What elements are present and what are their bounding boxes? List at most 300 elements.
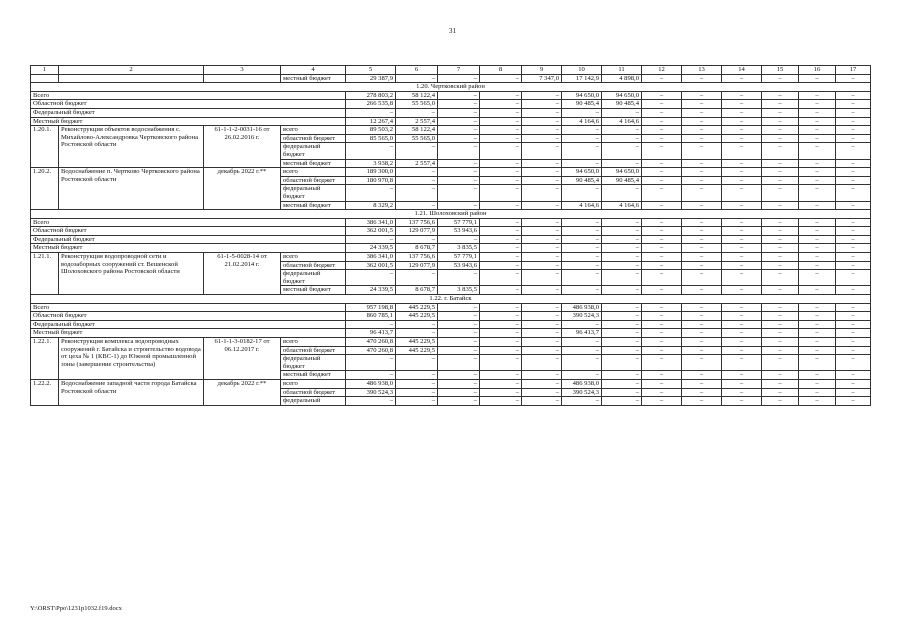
budget-type-cell: областной бюджет: [281, 176, 346, 185]
value-cell: –: [480, 108, 522, 117]
value-cell: –: [562, 235, 602, 244]
value-cell: –: [799, 218, 836, 227]
value-cell: –: [762, 235, 799, 244]
value-cell: –: [396, 235, 438, 244]
value-cell: –: [762, 168, 799, 177]
value-cell: –: [682, 253, 722, 262]
value-cell: –: [602, 253, 642, 262]
value-cell: 137 756,6: [396, 253, 438, 262]
value-cell: 4 164,6: [562, 117, 602, 126]
value-cell: –: [562, 143, 602, 159]
value-cell: 189 300,0: [346, 168, 396, 177]
value-cell: –: [480, 338, 522, 347]
value-cell: 486 938,0: [562, 379, 602, 388]
value-cell: –: [836, 134, 871, 143]
value-cell: –: [522, 201, 562, 210]
total-label: Местный бюджет: [31, 329, 346, 338]
value-cell: –: [480, 91, 522, 100]
value-cell: –: [522, 346, 562, 355]
project-name: Реконструкция комплекса водопроводных сооружений г. Батайска и строительство водовода от цеха № 1 (КВС-1) до Южной промышленной зоны (завершение строительства): [59, 338, 204, 380]
total-label: Всего: [31, 91, 346, 100]
value-cell: –: [722, 253, 762, 262]
value-cell: –: [722, 176, 762, 185]
project-name: Водоснабжение западной части города Батайска Ростовской области: [59, 379, 204, 405]
value-cell: –: [562, 338, 602, 347]
value-cell: –: [642, 312, 682, 321]
value-cell: –: [562, 159, 602, 168]
value-cell: –: [522, 320, 562, 329]
value-cell: 53 943,6: [438, 261, 480, 270]
project-name: Реконструкция водопроводной сети и водозаборных сооружений ст. Вешенской Шолоховского района Ростовской области: [59, 253, 204, 295]
value-cell: –: [522, 134, 562, 143]
value-cell: –: [836, 74, 871, 83]
value-cell: –: [562, 134, 602, 143]
value-cell: –: [722, 270, 762, 286]
column-header: 3: [204, 66, 281, 75]
value-cell: –: [642, 346, 682, 355]
value-cell: –: [762, 74, 799, 83]
project-number: 1.20.2.: [31, 168, 59, 210]
value-cell: –: [722, 303, 762, 312]
project-document: 61-1-5-0028-14 от 21.02.2014 г.: [204, 253, 281, 295]
value-cell: –: [438, 143, 480, 159]
value-cell: –: [799, 126, 836, 135]
value-cell: –: [522, 355, 562, 371]
value-cell: 96 413,7: [562, 329, 602, 338]
total-row: [31, 303, 871, 312]
value-cell: –: [438, 74, 480, 83]
value-cell: –: [438, 185, 480, 201]
column-header: 7: [438, 66, 480, 75]
value-cell: –: [438, 346, 480, 355]
value-cell: 8 329,2: [346, 201, 396, 210]
value-cell: –: [799, 388, 836, 397]
value-cell: –: [480, 253, 522, 262]
value-cell: –: [836, 320, 871, 329]
budget-type-cell: федеральный: [281, 397, 346, 406]
value-cell: 137 756,6: [396, 218, 438, 227]
value-cell: –: [722, 244, 762, 253]
value-cell: –: [836, 261, 871, 270]
value-cell: –: [762, 388, 799, 397]
value-cell: –: [682, 100, 722, 109]
header-row: [31, 66, 871, 75]
value-cell: –: [522, 218, 562, 227]
value-cell: –: [602, 286, 642, 295]
value-cell: –: [642, 338, 682, 347]
value-cell: 129 077,9: [396, 261, 438, 270]
value-cell: –: [722, 218, 762, 227]
value-cell: –: [602, 227, 642, 236]
total-row: [31, 320, 871, 329]
value-cell: –: [438, 379, 480, 388]
value-cell: –: [480, 379, 522, 388]
value-cell: 3 938,2: [346, 159, 396, 168]
total-label: Областной бюджет: [31, 312, 346, 321]
value-cell: –: [799, 134, 836, 143]
value-cell: –: [836, 168, 871, 177]
value-cell: –: [346, 270, 396, 286]
value-cell: –: [438, 168, 480, 177]
total-label: Местный бюджет: [31, 244, 346, 253]
value-cell: –: [722, 168, 762, 177]
value-cell: –: [602, 261, 642, 270]
value-cell: –: [438, 320, 480, 329]
value-cell: 8 678,7: [396, 244, 438, 253]
value-cell: –: [682, 371, 722, 380]
value-cell: –: [438, 235, 480, 244]
value-cell: –: [722, 261, 762, 270]
value-cell: –: [762, 270, 799, 286]
value-cell: 58 122,4: [396, 91, 438, 100]
value-cell: –: [522, 261, 562, 270]
section-header-row: [31, 210, 871, 219]
value-cell: –: [722, 143, 762, 159]
value-cell: –: [836, 286, 871, 295]
value-cell: –: [642, 235, 682, 244]
value-cell: –: [642, 117, 682, 126]
value-cell: –: [799, 91, 836, 100]
column-header: 11: [602, 66, 642, 75]
value-cell: –: [602, 303, 642, 312]
value-cell: –: [762, 303, 799, 312]
budget-type-cell: местный бюджет: [281, 286, 346, 295]
value-cell: –: [642, 355, 682, 371]
value-cell: –: [762, 227, 799, 236]
column-header: 9: [522, 66, 562, 75]
value-cell: –: [642, 303, 682, 312]
value-cell: –: [836, 303, 871, 312]
value-cell: –: [722, 338, 762, 347]
budget-type-cell: областной бюджет: [281, 346, 346, 355]
value-cell: 17 142,9: [562, 74, 602, 83]
total-row: [31, 91, 871, 100]
project-row: [31, 253, 871, 262]
budget-type-cell: местный бюджет: [281, 159, 346, 168]
value-cell: –: [642, 244, 682, 253]
value-cell: –: [438, 303, 480, 312]
value-cell: –: [346, 371, 396, 380]
value-cell: –: [522, 303, 562, 312]
value-cell: –: [438, 201, 480, 210]
column-header: 14: [722, 66, 762, 75]
value-cell: –: [602, 134, 642, 143]
value-cell: –: [762, 329, 799, 338]
value-cell: –: [799, 244, 836, 253]
value-cell: 90 485,4: [602, 100, 642, 109]
value-cell: –: [682, 143, 722, 159]
value-cell: –: [438, 397, 480, 406]
value-cell: –: [836, 388, 871, 397]
value-cell: –: [602, 329, 642, 338]
value-cell: –: [762, 117, 799, 126]
value-cell: 12 267,4: [346, 117, 396, 126]
value-cell: –: [602, 185, 642, 201]
value-cell: –: [522, 388, 562, 397]
value-cell: –: [836, 185, 871, 201]
value-cell: –: [799, 270, 836, 286]
section-title: 1.22. г. Батайск: [31, 295, 871, 304]
value-cell: –: [522, 143, 562, 159]
value-cell: 90 485,4: [562, 100, 602, 109]
value-cell: –: [836, 270, 871, 286]
value-cell: 180 970,8: [346, 176, 396, 185]
value-cell: 94 650,0: [562, 168, 602, 177]
value-cell: –: [480, 176, 522, 185]
value-cell: 29 387,9: [346, 74, 396, 83]
total-row: [31, 100, 871, 109]
value-cell: –: [480, 143, 522, 159]
value-cell: –: [799, 100, 836, 109]
value-cell: –: [602, 371, 642, 380]
total-label: Федеральный бюджет: [31, 108, 346, 117]
value-cell: –: [722, 126, 762, 135]
value-cell: –: [438, 117, 480, 126]
project-number: 1.20.1.: [31, 126, 59, 168]
value-cell: –: [522, 270, 562, 286]
value-cell: –: [799, 338, 836, 347]
budget-type-cell: федеральный бюджет: [281, 185, 346, 201]
total-label: Федеральный бюджет: [31, 235, 346, 244]
value-cell: –: [682, 134, 722, 143]
value-cell: –: [799, 261, 836, 270]
column-header: 17: [836, 66, 871, 75]
value-cell: [59, 74, 204, 83]
section-header-row: [31, 83, 871, 92]
budget-type-cell: федеральный бюджет: [281, 143, 346, 159]
total-row: [31, 329, 871, 338]
value-cell: –: [522, 176, 562, 185]
value-cell: 3 835,5: [438, 286, 480, 295]
value-cell: –: [836, 312, 871, 321]
project-document: декабрь 2022 г.**: [204, 168, 281, 210]
value-cell: 89 503,2: [346, 126, 396, 135]
value-cell: –: [762, 176, 799, 185]
value-cell: –: [799, 74, 836, 83]
value-cell: –: [438, 329, 480, 338]
value-cell: –: [722, 117, 762, 126]
value-cell: –: [762, 355, 799, 371]
value-cell: –: [762, 312, 799, 321]
value-cell: –: [836, 379, 871, 388]
value-cell: –: [682, 379, 722, 388]
value-cell: –: [396, 371, 438, 380]
project-number: 1.22.2.: [31, 379, 59, 405]
value-cell: –: [522, 371, 562, 380]
value-cell: 390 524,3: [562, 388, 602, 397]
value-cell: –: [396, 397, 438, 406]
value-cell: –: [642, 286, 682, 295]
value-cell: –: [799, 379, 836, 388]
value-cell: –: [346, 108, 396, 117]
value-cell: –: [480, 355, 522, 371]
value-cell: 94 650,0: [602, 168, 642, 177]
value-cell: –: [480, 286, 522, 295]
value-cell: –: [722, 134, 762, 143]
value-cell: –: [722, 108, 762, 117]
value-cell: –: [396, 108, 438, 117]
value-cell: –: [682, 303, 722, 312]
value-cell: –: [602, 338, 642, 347]
value-cell: [31, 74, 59, 83]
value-cell: –: [438, 91, 480, 100]
value-cell: –: [682, 74, 722, 83]
value-cell: 2 557,4: [396, 117, 438, 126]
value-cell: –: [642, 397, 682, 406]
value-cell: –: [799, 185, 836, 201]
value-cell: –: [836, 338, 871, 347]
value-cell: –: [396, 329, 438, 338]
column-header: 16: [799, 66, 836, 75]
value-cell: 445 229,5: [396, 312, 438, 321]
value-cell: –: [682, 185, 722, 201]
value-cell: –: [762, 100, 799, 109]
project-row: [31, 126, 871, 135]
value-cell: –: [522, 227, 562, 236]
value-cell: –: [762, 253, 799, 262]
value-cell: –: [682, 312, 722, 321]
value-cell: –: [480, 218, 522, 227]
value-cell: –: [836, 218, 871, 227]
value-cell: –: [836, 244, 871, 253]
section-title: 1.21. Шолоховский район: [31, 210, 871, 219]
value-cell: –: [642, 388, 682, 397]
value-cell: –: [642, 218, 682, 227]
value-cell: –: [562, 355, 602, 371]
value-cell: 24 339,5: [346, 244, 396, 253]
value-cell: –: [522, 235, 562, 244]
value-cell: 362 001,5: [346, 227, 396, 236]
value-cell: –: [682, 329, 722, 338]
value-cell: –: [480, 303, 522, 312]
value-cell: –: [396, 201, 438, 210]
total-row: [31, 117, 871, 126]
value-cell: –: [396, 143, 438, 159]
value-cell: –: [682, 235, 722, 244]
value-cell: 58 122,4: [396, 126, 438, 135]
total-row: [31, 227, 871, 236]
value-cell: –: [602, 235, 642, 244]
total-label: Местный бюджет: [31, 117, 346, 126]
value-cell: –: [836, 329, 871, 338]
file-path-footer: Y:\ORST\Ppo\1231p1032.f19.docx: [30, 605, 122, 612]
value-cell: –: [762, 346, 799, 355]
value-cell: –: [642, 329, 682, 338]
value-cell: –: [522, 108, 562, 117]
value-cell: –: [642, 134, 682, 143]
total-row: [31, 312, 871, 321]
value-cell: 4 164,6: [602, 201, 642, 210]
value-cell: –: [396, 168, 438, 177]
value-cell: –: [642, 227, 682, 236]
value-cell: –: [438, 371, 480, 380]
value-cell: –: [602, 126, 642, 135]
value-cell: –: [562, 286, 602, 295]
value-cell: –: [642, 168, 682, 177]
project-row: [31, 338, 871, 347]
value-cell: –: [762, 379, 799, 388]
value-cell: –: [642, 159, 682, 168]
budget-type-cell: всего: [281, 126, 346, 135]
value-cell: –: [722, 379, 762, 388]
value-cell: –: [682, 261, 722, 270]
total-row: [31, 108, 871, 117]
value-cell: –: [480, 346, 522, 355]
table-body: [31, 74, 871, 405]
value-cell: –: [682, 218, 722, 227]
value-cell: –: [562, 371, 602, 380]
value-cell: 470 260,8: [346, 346, 396, 355]
value-cell: –: [762, 218, 799, 227]
value-cell: –: [762, 201, 799, 210]
value-cell: –: [682, 388, 722, 397]
value-cell: 8 678,7: [396, 286, 438, 295]
budget-type-cell: всего: [281, 379, 346, 388]
value-cell: –: [799, 329, 836, 338]
value-cell: –: [722, 371, 762, 380]
value-cell: –: [642, 126, 682, 135]
value-cell: –: [480, 185, 522, 201]
budget-type-cell: областной бюджет: [281, 261, 346, 270]
value-cell: –: [522, 159, 562, 168]
value-cell: –: [642, 185, 682, 201]
value-cell: –: [762, 244, 799, 253]
value-cell: –: [836, 108, 871, 117]
value-cell: –: [396, 379, 438, 388]
value-cell: 957 198,8: [346, 303, 396, 312]
value-cell: –: [562, 320, 602, 329]
value-cell: –: [682, 286, 722, 295]
value-cell: –: [562, 397, 602, 406]
value-cell: –: [480, 270, 522, 286]
value-cell: –: [642, 270, 682, 286]
value-cell: –: [642, 261, 682, 270]
value-cell: –: [836, 397, 871, 406]
value-cell: –: [438, 100, 480, 109]
value-cell: 445 229,5: [396, 303, 438, 312]
value-cell: –: [396, 320, 438, 329]
value-cell: 90 485,4: [602, 176, 642, 185]
value-cell: –: [682, 176, 722, 185]
project-document: декабрь 2022 г.**: [204, 379, 281, 405]
value-cell: –: [682, 108, 722, 117]
value-cell: –: [562, 244, 602, 253]
value-cell: 94 650,0: [562, 91, 602, 100]
value-cell: –: [682, 244, 722, 253]
value-cell: –: [522, 185, 562, 201]
value-cell: –: [346, 185, 396, 201]
budget-type-cell: областной бюджет: [281, 388, 346, 397]
value-cell: –: [642, 201, 682, 210]
value-cell: 57 779,1: [438, 253, 480, 262]
total-label: Федеральный бюджет: [31, 320, 346, 329]
value-cell: –: [836, 159, 871, 168]
value-cell: 486 938,0: [562, 303, 602, 312]
value-cell: –: [799, 227, 836, 236]
value-cell: –: [562, 108, 602, 117]
value-cell: –: [722, 235, 762, 244]
value-cell: –: [642, 253, 682, 262]
value-cell: –: [438, 312, 480, 321]
value-cell: –: [642, 74, 682, 83]
value-cell: –: [480, 329, 522, 338]
value-cell: –: [602, 312, 642, 321]
value-cell: –: [602, 270, 642, 286]
value-cell: –: [522, 379, 562, 388]
value-cell: –: [762, 143, 799, 159]
value-cell: 2 557,4: [396, 159, 438, 168]
column-header: 13: [682, 66, 722, 75]
